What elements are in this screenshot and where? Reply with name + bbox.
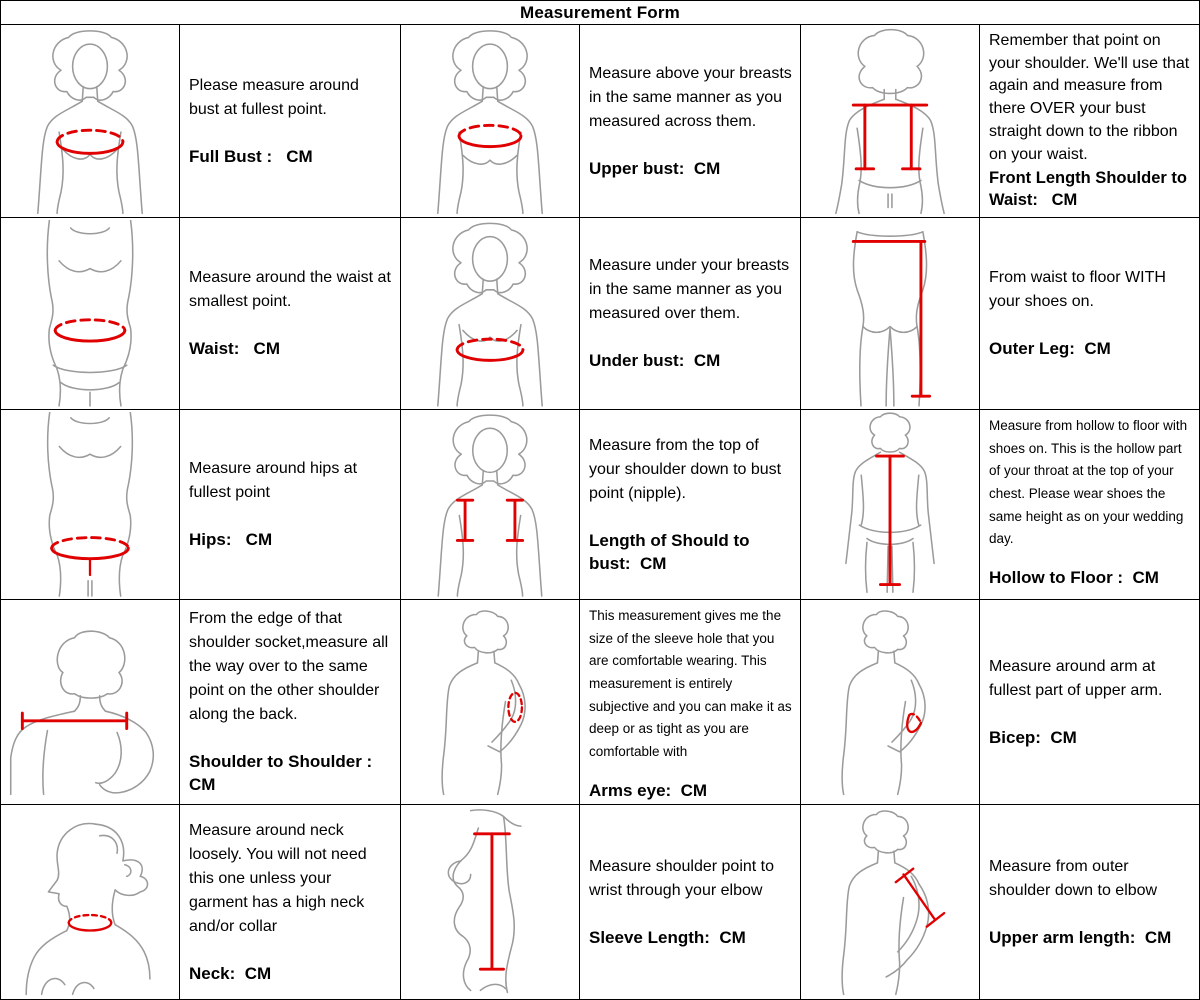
measurement-cell-full-bust	[180, 25, 401, 218]
measurement-label: Front Length Shoulder to Waist: CM	[989, 169, 1187, 209]
measurement-cell-under-bust	[580, 218, 801, 410]
measurement-description: Remember that point on your shoulder. We'll use that again and measure from there OVER your bust straight down to the ribbon on your waist.	[989, 32, 1190, 163]
measurement-cell-hips	[180, 410, 401, 600]
measurement-description: From waist to floor WITH your shoes on.	[989, 269, 1166, 311]
measurement-cell-waist	[180, 218, 401, 410]
measurement-description: Measure around the waist at smallest point.	[189, 269, 391, 311]
measurement-cell-upper-bust	[580, 25, 801, 218]
measurement-cell-sleeve-length	[580, 805, 801, 999]
figure-front-upper-bust-icon	[403, 27, 577, 215]
figure-side-sleeve-length-icon	[403, 807, 577, 997]
illustration-cell	[401, 410, 580, 600]
illustration-cell	[801, 805, 980, 999]
figure-bicep-icon	[803, 602, 977, 802]
measurement-label: Hollow to Floor : CM	[989, 568, 1159, 588]
measurement-label: Arms eye: CM	[589, 780, 708, 800]
illustration-cell	[401, 805, 580, 999]
measurement-description: Measure above your breasts in the same manner as you measured across them.	[589, 64, 792, 130]
figure-back-shoulder-to-shoulder-icon	[3, 602, 177, 802]
measurement-label: Shoulder to Shoulder : CM	[189, 752, 373, 794]
illustration-cell	[401, 600, 580, 805]
figure-back-hollow-to-floor-icon	[803, 412, 977, 597]
measurement-description: Measure around hips at fullest point	[189, 460, 358, 502]
page-title: Measurement Form	[1, 1, 1199, 25]
figure-torso-waist-icon	[3, 220, 177, 407]
measurement-label: Outer Leg: CM	[989, 339, 1111, 359]
measurement-label: Waist: CM	[189, 339, 280, 359]
illustration-cell	[401, 25, 580, 218]
illustration-cell	[1, 25, 180, 218]
figure-back-shoulder-to-waist-icon	[803, 27, 977, 215]
measurement-label: Full Bust : CM	[189, 146, 313, 166]
figure-torso-hips-icon	[3, 412, 177, 597]
measurement-description: Measure under your breasts in the same manner as you measured over them.	[589, 257, 790, 323]
measurement-grid	[1, 25, 1199, 999]
measurement-cell-outer-leg	[980, 218, 1199, 410]
measurement-description: Measure from hollow to floor with shoes on. This is the hollow part of your throat at the top of your chest. Please wear shoes the same height as on your wedding day.	[989, 418, 1188, 547]
measurement-cell-arms-eye	[580, 600, 801, 805]
figure-shoulder-to-bust-icon	[403, 412, 577, 597]
illustration-cell	[801, 410, 980, 600]
measurement-label: Length of Should to bust: CM	[589, 530, 750, 573]
illustration-cell	[401, 218, 580, 410]
illustration-cell	[1, 805, 180, 999]
illustration-cell	[801, 218, 980, 410]
measurement-description: Measure around arm at fullest part of upper arm.	[989, 657, 1163, 699]
measurement-label: Under bust: CM	[589, 351, 721, 371]
measurement-cell-hollow-to-floor	[980, 410, 1199, 600]
measurement-cell-upper-arm-length	[980, 805, 1199, 999]
measurement-label: Hips: CM	[189, 530, 273, 550]
measurement-description: This measurement gives me the size of the sleeve hole that you are comfortable wearing. This measurement is entirely subjective and you can make it as deep or as tight as you are comfortable with	[589, 608, 792, 760]
measurement-cell-shoulder-to-shoulder	[180, 600, 401, 805]
measurement-description: Measure from outer shoulder down to elbow	[989, 857, 1158, 899]
illustration-cell	[1, 600, 180, 805]
measurement-cell-bicep	[980, 600, 1199, 805]
measurement-label: Upper arm length: CM	[989, 927, 1172, 947]
figure-front-under-bust-icon	[403, 220, 577, 407]
measurement-label: Neck: CM	[189, 963, 272, 983]
illustration-cell	[1, 410, 180, 600]
measurement-cell-neck	[180, 805, 401, 999]
figure-neck-profile-icon	[3, 807, 177, 997]
measurement-label: Bicep: CM	[989, 727, 1077, 747]
measurement-label: Upper bust: CM	[589, 158, 721, 178]
measurement-description: Measure shoulder point to wrist through your elbow	[589, 857, 774, 899]
measurement-cell-front-length	[980, 25, 1199, 218]
figure-arms-eye-icon	[403, 602, 577, 802]
figure-upper-arm-length-icon	[803, 807, 977, 997]
measurement-description: Measure around neck loosely. You will not need this one unless your garment has a high neck and/or collar	[189, 821, 367, 935]
figure-legs-outer-leg-icon	[803, 220, 977, 407]
measurement-description: From the edge of that shoulder socket,measure all the way over to the same point on the other shoulder along the back.	[189, 610, 389, 724]
illustration-cell	[801, 25, 980, 218]
measurement-description: Measure from the top of your shoulder down to bust point (nipple).	[589, 436, 782, 502]
figure-front-full-bust-icon	[3, 27, 177, 215]
measurement-description: Please measure around bust at fullest point.	[189, 76, 359, 118]
measurement-cell-shoulder-to-bust	[580, 410, 801, 600]
measurement-label: Sleeve Length: CM	[589, 927, 746, 947]
illustration-cell	[1, 218, 180, 410]
illustration-cell	[801, 600, 980, 805]
